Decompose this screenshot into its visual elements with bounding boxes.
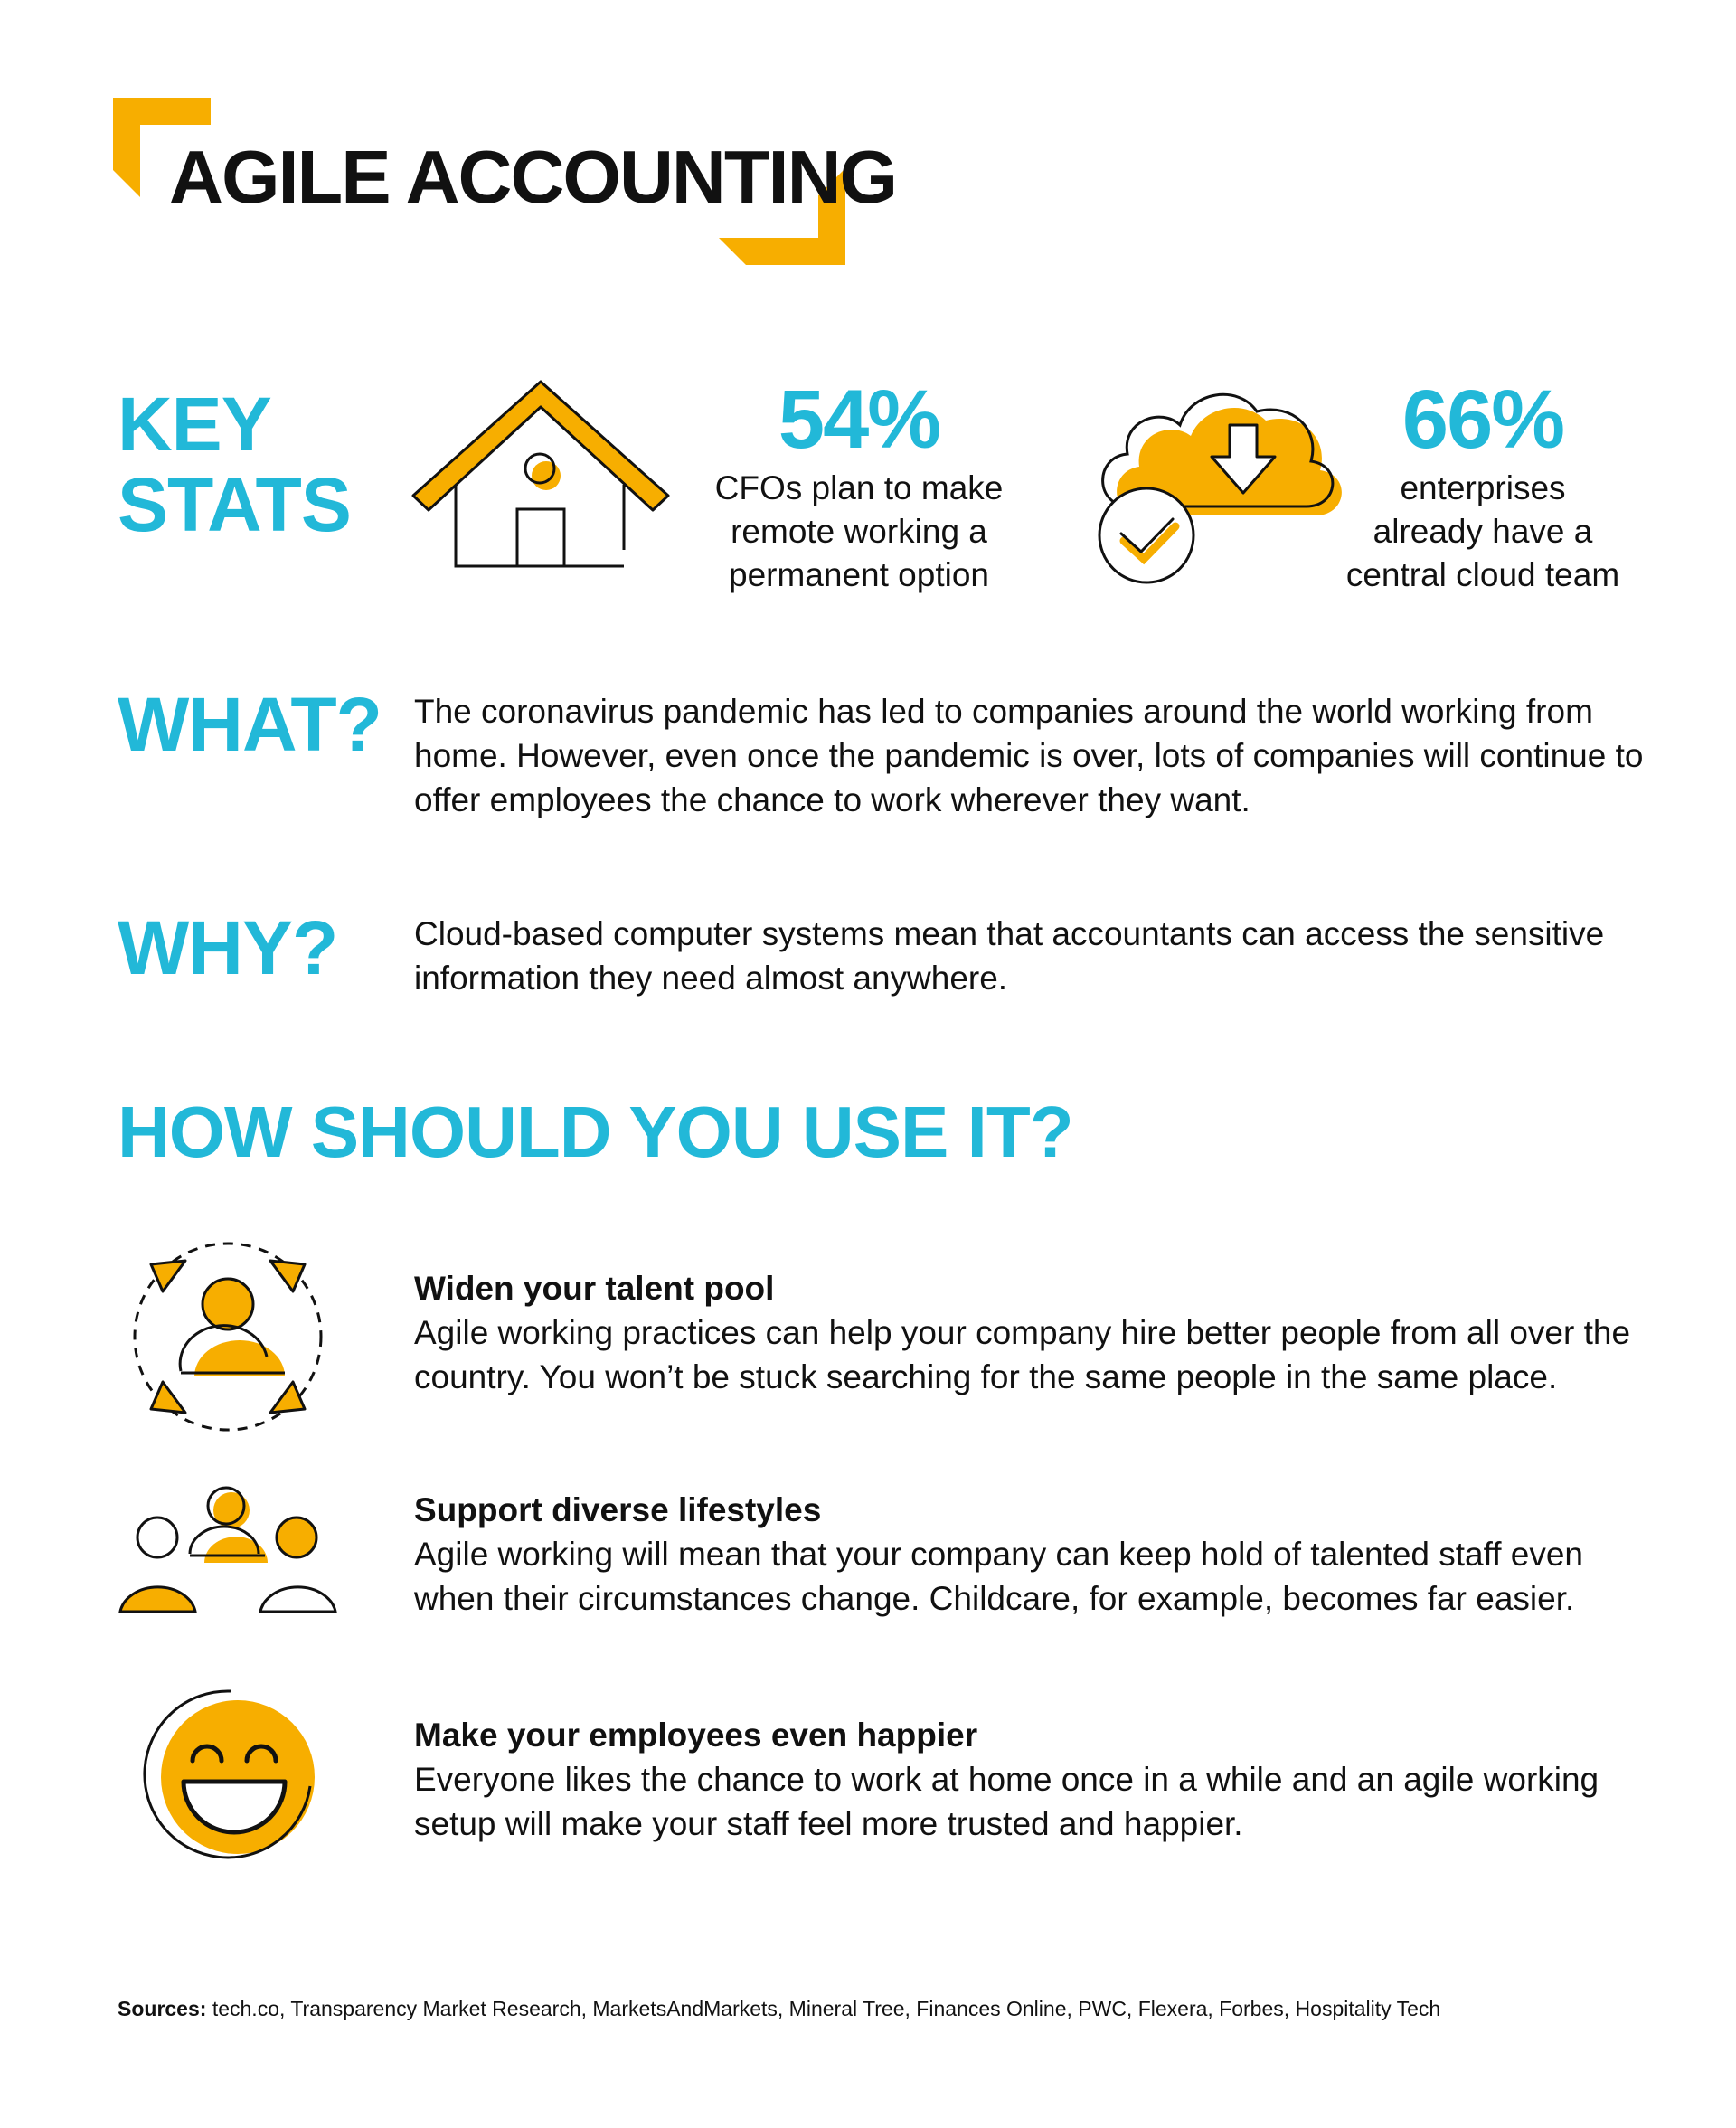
how-item-talent-pool: [414, 1266, 1662, 1399]
what-text: The coronavirus pandemic has led to companies around the world working from home. However, even once the pandemic is over, lots of companies will continue to offer employees the chance to work wherever they want.: [414, 693, 1644, 818]
stat-value: 54%: [778, 374, 940, 466]
why-label: WHY?: [118, 905, 338, 990]
stat-remote-working: 54% CFOs plan to make remote working a permanent option: [687, 378, 1031, 597]
why-text: Cloud-based computer systems mean that accountants can access the sensitive information they need almost anywhere.: [414, 915, 1605, 997]
smiley-face-icon: [140, 1687, 330, 1868]
item-title: Support diverse lifestyles: [414, 1491, 822, 1528]
item-text: Agile working practices can help your company hire better people from all over the country. You won’t be stuck searching for the same people in the same place.: [414, 1314, 1631, 1395]
stat-cloud-team: 66% enterprises already have a central cloud team: [1320, 378, 1646, 597]
how-label: HOW SHOULD YOU USE IT?: [118, 1092, 1073, 1172]
sources-text: tech.co, Transparency Market Research, MarketsAndMarkets, Mineral Tree, Finances Online, PWC, Flexera, Forbes, Hospitality Tech: [206, 1997, 1441, 2020]
talent-pool-icon: [131, 1239, 330, 1433]
title-block: [113, 98, 897, 279]
how-item-diverse-lifestyles: [414, 1488, 1662, 1621]
sources-footer: [118, 1997, 1440, 2021]
cloud-download-check-icon: [1090, 371, 1352, 588]
how-item-happier-employees: [414, 1713, 1662, 1846]
item-title: Widen your talent pool: [414, 1270, 775, 1307]
item-title: Make your employees even happier: [414, 1717, 978, 1754]
diverse-people-icon: [116, 1483, 342, 1619]
item-text: Everyone likes the chance to work at home once in a while and an agile working setup will make your staff feel more trusted and happier.: [414, 1761, 1599, 1842]
item-text: Agile working will mean that your company can keep hold of talented staff even when their circumstances change. Childcare, for example, becomes far easier.: [414, 1536, 1584, 1617]
house-icon: [409, 378, 680, 572]
sources-label: Sources:: [118, 1997, 207, 2020]
page-title: AGILE ACCOUNTING: [169, 135, 897, 219]
stat-value: 66%: [1401, 374, 1564, 466]
key-stats-label: KEY STATS: [118, 382, 351, 548]
what-label: WHAT?: [118, 682, 382, 767]
